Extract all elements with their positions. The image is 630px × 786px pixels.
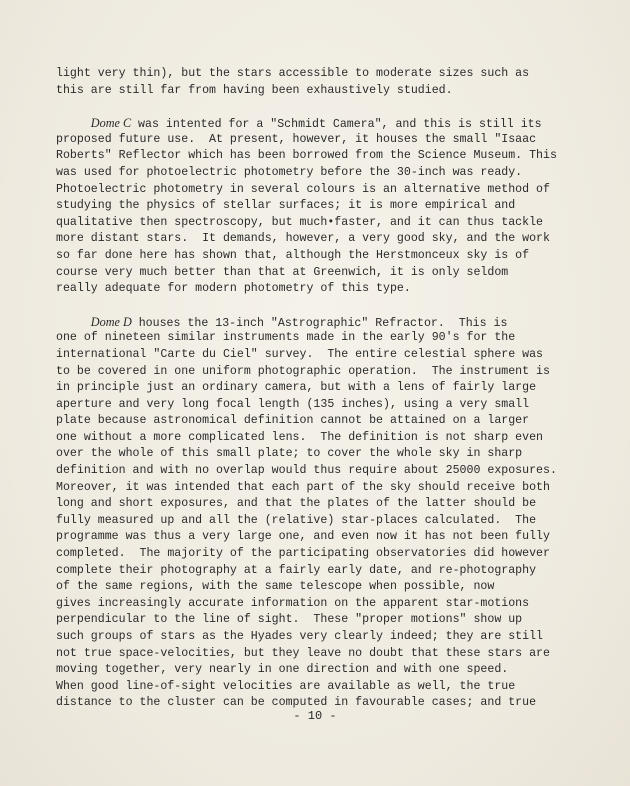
text-line: completed. The majority of the participating observatories did however [56, 547, 550, 561]
text-line: this are still far from having been exhaustively studied. [56, 83, 453, 97]
text-line: fully measured up and all the (relative) star-places calculated. The [56, 513, 537, 527]
paragraph-dome-c [56, 115, 580, 298]
text-line: When good line-of-sight velocities are available as well, the true [56, 679, 516, 693]
text-line: of the same regions, with the same telescope when possible, now [56, 580, 495, 594]
page-number: - 10 - [293, 709, 337, 723]
text-line: more distant stars. It demands, however, a very good sky, and the work [56, 232, 550, 246]
text-line: moving together, very nearly in one direction and with one speed. [56, 663, 509, 677]
text-line: proposed future use. At present, however, it houses the small "Isaac [56, 132, 537, 146]
text-line: one of nineteen similar instruments made in the early 90's for the [56, 331, 516, 345]
text-line: plate because astronomical definition cannot be attained on a larger [56, 414, 530, 428]
text-line: Moreover, it was intended that each part of the sky should receive both [56, 480, 550, 494]
dome-d-heading: Dome D [90, 314, 132, 329]
text-line: to be covered in one uniform photographic operation. The instrument is [56, 364, 550, 378]
text-line: aperture and very long focal length (135 inches), using a very small [56, 397, 530, 411]
paragraph-1 [56, 66, 580, 99]
text-line: really adequate for modern photometry of this type. [56, 282, 411, 296]
text-line: in principle just an ordinary camera, but with a lens of fairly large [56, 381, 537, 395]
text-line: qualitative then spectroscopy, but much•faster, and it can thus tackle [56, 215, 544, 229]
text-line: complete their photography at a fairly early date, and re-photography [56, 563, 537, 577]
text-line: perpendicular to the line of sight. These "proper motions" show up [56, 613, 523, 627]
text-line: long and short exposures, and that the plates of the latter should be [56, 497, 537, 511]
text-line [56, 314, 580, 331]
text-fragment: was intented for a "Schmidt Camera", and this is still its [131, 118, 542, 132]
text-fragment: houses the 13-inch "Astrographic" Refractor. This is [131, 316, 508, 330]
text-line: light very thin), but the stars accessible to moderate sizes such as [56, 67, 530, 80]
text-line: over the whole of this small plate; to cover the whole sky in sharp [56, 447, 523, 461]
text-line: distance to the cluster can be computed in favourable cases; and true [56, 696, 537, 710]
text-line: gives increasingly accurate information on the apparent star-motions [56, 596, 530, 610]
text-line: Roberts" Reflector which has been borrowed from the Science Museum. This [56, 149, 557, 163]
text-line: international "Carte du Ciel" survey. The entire celestial sphere was [56, 347, 544, 361]
text-line: studying the physics of stellar surfaces; it is more empirical and [56, 199, 516, 213]
text-line: such groups of stars as the Hyades very clearly indeed; they are still [56, 630, 544, 643]
text-line: one without a more complicated lens. The definition is not sharp even [56, 430, 544, 444]
dome-c-heading: Dome C [90, 116, 132, 131]
text-line: programme was thus a very large one, and even now it has not been fully [56, 530, 550, 544]
text-line [56, 115, 580, 132]
text-line: so far done here has shown that, although the Herstmonceux sky is of [56, 248, 530, 262]
text-line: was used for photoelectric photometry before the 30-inch was ready. [56, 165, 523, 179]
body-text [56, 66, 580, 728]
text-line: Photoelectric photometry in several colours is an alternative method of [56, 182, 550, 196]
text-line: definition and with no overlap would thus require about 25000 exposures. [56, 464, 557, 478]
text-line: not true space-velocities, but they leave no doubt that these stars are [56, 646, 550, 660]
text-line: course very much better than that at Greenwich, it is only seldom [56, 265, 509, 279]
paragraph-dome-d [56, 314, 580, 712]
